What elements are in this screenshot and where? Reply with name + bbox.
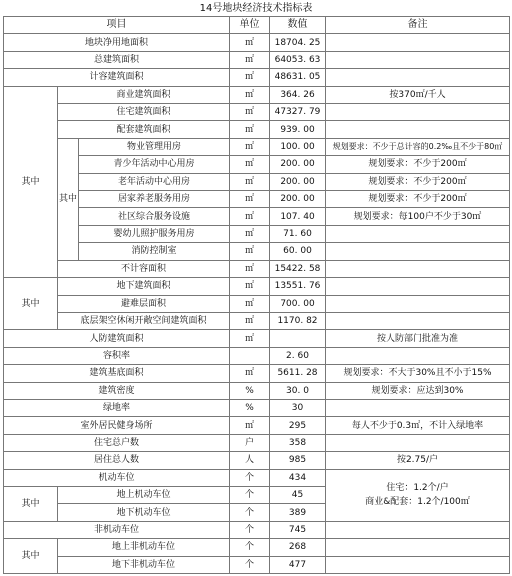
row-unit: ㎡ (230, 330, 270, 347)
row-note (326, 260, 510, 277)
row-label: 住宅建筑面积 (58, 104, 230, 121)
parking-note-line1: 住宅：1.2个/户 (386, 483, 449, 494)
row-note (326, 34, 510, 51)
row-unit: ㎡ (230, 173, 270, 190)
row-note: 规划要求：不少于200㎡ (326, 173, 510, 190)
row-note (326, 295, 510, 312)
row-label: 人防建筑面积 (4, 330, 230, 347)
row-unit: ㎡ (230, 156, 270, 173)
table-row (4, 295, 510, 312)
group-label-qizhong: 其中 (4, 278, 58, 330)
row-note: 规划要求：每100户不少于30㎡ (326, 208, 510, 225)
row-note (326, 278, 510, 295)
table-row (4, 51, 510, 68)
row-unit: ㎡ (230, 138, 270, 155)
row-label: 容积率 (4, 347, 230, 364)
row-note: 规划要求：不少于200㎡ (326, 156, 510, 173)
row-label: 配套建筑面积 (58, 121, 230, 138)
row-label: 地下机动车位 (58, 504, 230, 521)
row-value: 358 (270, 434, 326, 451)
table-row (4, 330, 510, 347)
table-row (4, 260, 510, 277)
row-value: 389 (270, 504, 326, 521)
row-note: 按370㎡/千人 (326, 86, 510, 103)
row-note (326, 51, 510, 68)
row-value: 64053. 63 (270, 51, 326, 68)
row-label: 居住总人数 (4, 452, 230, 469)
row-value: 45 (270, 486, 326, 503)
row-unit: ㎡ (230, 225, 270, 242)
row-value: 985 (270, 452, 326, 469)
row-unit: ㎡ (230, 121, 270, 138)
table-row (4, 417, 510, 434)
row-unit: 人 (230, 452, 270, 469)
row-value: 268 (270, 539, 326, 556)
row-label: 总建筑面积 (4, 51, 230, 68)
row-label: 地上机动车位 (58, 486, 230, 503)
row-label: 室外居民健身场所 (4, 417, 230, 434)
row-unit: ㎡ (230, 417, 270, 434)
row-note: 规划要求：不大于30%且不小于15% (326, 365, 510, 382)
row-value: 745 (270, 521, 326, 538)
row-unit: 户 (230, 434, 270, 451)
row-value: 18704. 25 (270, 34, 326, 51)
row-label: 底层架空休闲开敞空间建筑面积 (58, 312, 230, 329)
group-label-qizhong: 其中 (4, 86, 58, 277)
row-unit: ㎡ (230, 69, 270, 86)
row-unit: 个 (230, 521, 270, 538)
row-label: 建筑密度 (4, 382, 230, 399)
table-row (4, 34, 510, 51)
row-label: 商业建筑面积 (58, 86, 230, 103)
row-value: 434 (270, 469, 326, 486)
table-row (4, 347, 510, 364)
table-row (4, 243, 510, 260)
table-row (4, 173, 510, 190)
group-label-qizhong: 其中 (4, 539, 58, 574)
row-value: 30 (270, 399, 326, 416)
row-unit: 个 (230, 556, 270, 573)
table-row (4, 225, 510, 242)
parking-note-line2: 商业&配套：1.2个/100㎡ (365, 497, 470, 508)
header-unit: 单位 (230, 17, 270, 34)
table-row (4, 86, 510, 103)
row-note (326, 225, 510, 242)
table-row (4, 399, 510, 416)
row-note: 按人防部门批准为准 (326, 330, 510, 347)
table-row (4, 312, 510, 329)
table-row (4, 121, 510, 138)
header-note: 备注 (326, 17, 510, 34)
row-note: 规划要求：应达到30% (326, 382, 510, 399)
row-value: 15422. 58 (270, 260, 326, 277)
row-value: 13551. 76 (270, 278, 326, 295)
table-header-row (4, 17, 510, 34)
table-row (4, 365, 510, 382)
row-value: 200. 00 (270, 156, 326, 173)
row-value: 71. 60 (270, 225, 326, 242)
row-label: 居家养老服务用房 (79, 191, 230, 208)
header-item: 项目 (4, 17, 230, 34)
parking-note (326, 469, 510, 521)
row-label: 不计容面积 (58, 260, 230, 277)
row-unit: ㎡ (230, 191, 270, 208)
row-value: 939. 00 (270, 121, 326, 138)
row-label: 建筑基底面积 (4, 365, 230, 382)
row-note (326, 539, 510, 556)
table-row (4, 156, 510, 173)
table-row (4, 69, 510, 86)
row-label: 物业管理用房 (79, 138, 230, 155)
group-label-qizhong: 其中 (58, 138, 79, 260)
row-note: 规划要求：不少于200㎡ (326, 191, 510, 208)
row-unit: 个 (230, 469, 270, 486)
table-row (4, 434, 510, 451)
row-unit: ㎡ (230, 104, 270, 121)
table-row (4, 556, 510, 573)
row-label: 地块净用地面积 (4, 34, 230, 51)
table-row (4, 104, 510, 121)
row-value: 200. 00 (270, 191, 326, 208)
row-label: 地上非机动车位 (58, 539, 230, 556)
table-row (4, 138, 510, 155)
row-value: 60. 00 (270, 243, 326, 260)
row-note (326, 434, 510, 451)
row-value: 700. 00 (270, 295, 326, 312)
row-label: 婴幼儿照护服务用房 (79, 225, 230, 242)
row-unit: 个 (230, 486, 270, 503)
row-unit: ㎡ (230, 34, 270, 51)
row-unit: ㎡ (230, 278, 270, 295)
table-row (4, 208, 510, 225)
group-label-qizhong: 其中 (4, 486, 58, 521)
row-note (326, 556, 510, 573)
row-unit: 个 (230, 504, 270, 521)
row-label: 非机动车位 (4, 521, 230, 538)
row-value: 477 (270, 556, 326, 573)
row-label: 住宅总户数 (4, 434, 230, 451)
row-label: 青少年活动中心用房 (79, 156, 230, 173)
row-unit: ㎡ (230, 295, 270, 312)
row-unit: ㎡ (230, 208, 270, 225)
row-note: 每人不少于0.3㎡，不计入绿地率 (326, 417, 510, 434)
row-value: 295 (270, 417, 326, 434)
row-label: 社区综合服务设施 (79, 208, 230, 225)
row-note (326, 69, 510, 86)
table-row (4, 278, 510, 295)
row-label: 消防控制室 (79, 243, 230, 260)
row-note (326, 521, 510, 538)
row-value: 5611. 28 (270, 365, 326, 382)
table-row (4, 521, 510, 538)
row-label: 避难层面积 (58, 295, 230, 312)
table-row (4, 191, 510, 208)
row-note (326, 347, 510, 364)
row-unit: ㎡ (230, 86, 270, 103)
row-unit: % (230, 399, 270, 416)
row-unit: ㎡ (230, 51, 270, 68)
row-note (326, 104, 510, 121)
header-value: 数值 (270, 17, 326, 34)
row-label: 地下建筑面积 (58, 278, 230, 295)
row-value: 1170. 82 (270, 312, 326, 329)
row-value: 47327. 79 (270, 104, 326, 121)
table-row (4, 469, 510, 486)
row-note (326, 121, 510, 138)
table-row (4, 452, 510, 469)
row-label: 机动车位 (4, 469, 230, 486)
row-label: 计容建筑面积 (4, 69, 230, 86)
row-value: 2. 60 (270, 347, 326, 364)
row-unit: % (230, 382, 270, 399)
row-label: 地下非机动车位 (58, 556, 230, 573)
row-value: 30. 0 (270, 382, 326, 399)
row-value: 200. 00 (270, 173, 326, 190)
row-value: 107. 40 (270, 208, 326, 225)
row-unit: ㎡ (230, 312, 270, 329)
row-note: 规划要求：不少于总计容的0.2‰且不少于80㎡ (326, 138, 510, 155)
row-note (326, 312, 510, 329)
row-unit: 个 (230, 539, 270, 556)
row-note: 按2.75/户 (326, 452, 510, 469)
table-title: 14号地块经济技术指标表 (199, 3, 313, 14)
row-unit: ㎡ (230, 260, 270, 277)
row-label: 老年活动中心用房 (79, 173, 230, 190)
row-unit: ㎡ (230, 243, 270, 260)
row-unit (230, 347, 270, 364)
row-value: 48631. 05 (270, 69, 326, 86)
row-value (270, 330, 326, 347)
row-unit: ㎡ (230, 365, 270, 382)
row-note (326, 399, 510, 416)
row-value: 100. 00 (270, 138, 326, 155)
table-row (4, 382, 510, 399)
economic-indicator-table (3, 16, 510, 574)
row-value: 364. 26 (270, 86, 326, 103)
table-row (4, 539, 510, 556)
row-note (326, 243, 510, 260)
row-label: 绿地率 (4, 399, 230, 416)
